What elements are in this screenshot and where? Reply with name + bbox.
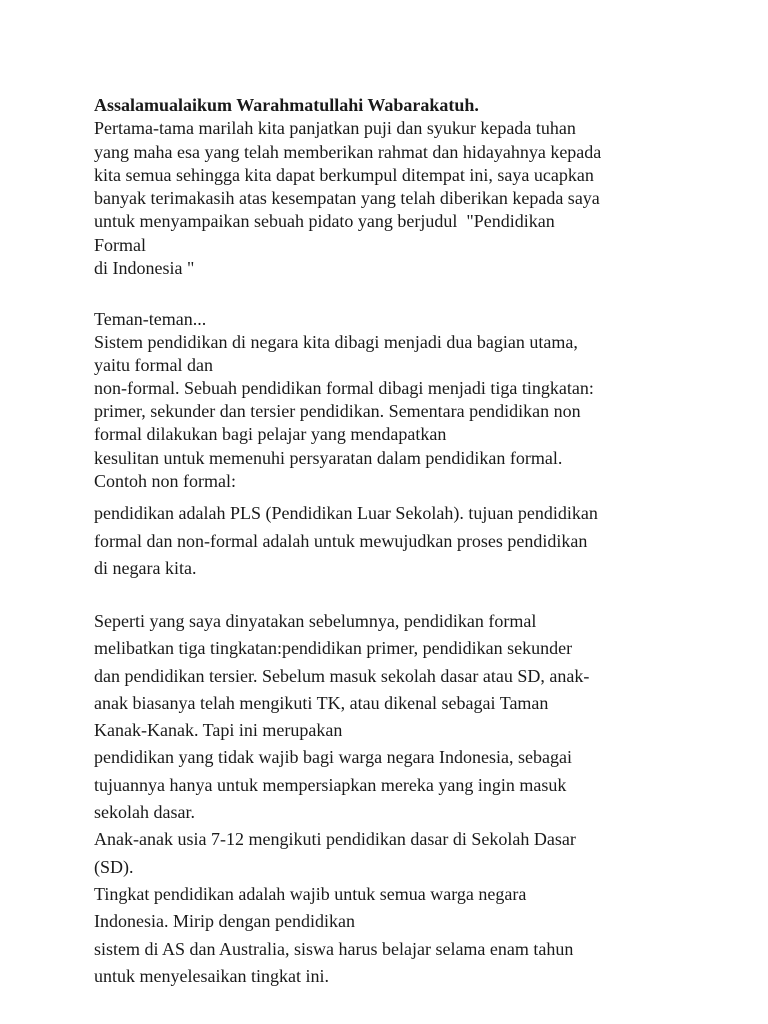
text-line: yang maha esa yang telah memberikan rahmat dan hidayahnya kepada <box>94 141 602 162</box>
text-line: dan pendidikan tersier. Sebelum masuk sekolah dasar atau SD, anak- <box>94 665 590 686</box>
text-line: untuk menyampaikan sebuah pidato yang berjudul "Pendidikan <box>94 211 555 232</box>
text-line: di Indonesia " <box>94 258 195 279</box>
example-paragraph <box>94 500 694 583</box>
text-line: pendidikan adalah PLS (Pendidikan Luar Sekolah). tujuan pendidikan <box>94 503 598 523</box>
intro-paragraph <box>94 308 694 493</box>
text-line: sekolah dasar. <box>94 802 195 823</box>
text-line: Indonesia. Mirip dengan pendidikan <box>94 911 355 932</box>
text-line: Kanak-Kanak. Tapi ini merupakan <box>94 720 343 741</box>
text-line: Teman-teman... <box>94 309 207 329</box>
text-line: banyak terimakasih atas kesempatan yang telah diberikan kepada saya <box>94 188 600 209</box>
text-line: formal dilakukan bagi pelajar yang mendapatkan <box>94 424 447 445</box>
text-line: anak biasanya telah mengikuti TK, atau dikenal sebagai Taman <box>94 692 549 713</box>
text-line: primer, sekunder dan tersier pendidikan. Sementara pendidikan non <box>94 401 581 422</box>
text-line: melibatkan tiga tingkatan:pendidikan primer, pendidikan sekunder <box>94 638 573 659</box>
text-line: Seperti yang saya dinyatakan sebelumnya, pendidikan formal <box>94 611 537 631</box>
text-line: kita semua sehingga kita dapat berkumpul ditempat ini, saya ucapkan <box>94 164 594 185</box>
greeting-paragraph <box>94 94 694 280</box>
text-line: di negara kita. <box>94 558 197 578</box>
text-line: Tingkat pendidikan adalah wajib untuk semua warga negara <box>94 883 527 904</box>
levels-paragraph <box>94 608 694 990</box>
greeting-heading: Assalamualaikum Warahmatullahi Wabarakatuh. <box>94 95 479 115</box>
text-line: sistem di AS dan Australia, siswa harus belajar selama enam tahun <box>94 938 574 959</box>
text-line: Pertama-tama marilah kita panjatkan puji dan syukur kepada tuhan <box>94 118 576 139</box>
text-line: (SD). <box>94 856 134 877</box>
text-line: Contoh non formal: <box>94 470 236 491</box>
text-line: pendidikan yang tidak wajib bagi warga negara Indonesia, sebagai <box>94 747 573 768</box>
text-line: kesulitan untuk memenuhi persyaratan dalam pendidikan formal. <box>94 447 563 468</box>
text-line: yaitu formal dan <box>94 355 213 376</box>
text-line: non-formal. Sebuah pendidikan formal dibagi menjadi tiga tingkatan: <box>94 378 594 399</box>
text-line: formal dan non-formal adalah untuk mewujudkan proses pendidikan <box>94 530 588 551</box>
text-line: tujuannya hanya untuk mempersiapkan mereka yang ingin masuk <box>94 774 567 795</box>
text-line: Formal <box>94 234 146 255</box>
text-line: untuk menyelesaikan tingkat ini. <box>94 965 329 986</box>
text-line: Sistem pendidikan di negara kita dibagi menjadi dua bagian utama, <box>94 332 578 353</box>
text-line: Anak-anak usia 7-12 mengikuti pendidikan dasar di Sekolah Dasar <box>94 829 576 850</box>
